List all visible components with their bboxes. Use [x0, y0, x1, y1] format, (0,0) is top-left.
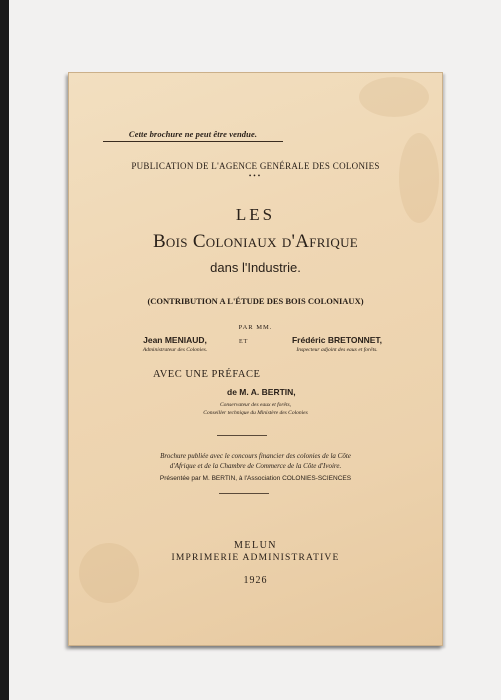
author-role: Administrateur des Colonies.	[142, 347, 208, 353]
divider	[219, 493, 269, 494]
preface-heading: AVEC UNE PRÉFACE	[153, 369, 261, 380]
title-line-3: dans l'Industrie.	[210, 260, 301, 275]
funding-line-2: d'Afrique et de la Chambre de Commerce de la Côte d'Ivoire.	[169, 462, 342, 470]
stain	[79, 543, 139, 603]
author-name: Jean MENIAUD,	[143, 335, 207, 345]
scan-border	[0, 0, 9, 700]
subtitle: (CONTRIBUTION A L'ÉTUDE DES BOIS COLONIAUX)	[147, 296, 364, 306]
funding-note	[69, 451, 442, 471]
not-for-sale-notice: Cette brochure ne peut être vendue.	[103, 129, 283, 142]
presented-by-line: Présentée par M. BERTIN, à l'Association COLONIES-SCIENCES	[159, 475, 352, 482]
author-2	[267, 335, 407, 353]
divider	[217, 435, 267, 436]
author-1	[113, 335, 237, 353]
imprint-year: 1926	[243, 575, 268, 586]
author-name: Frédéric BRETONNET,	[291, 335, 383, 345]
publisher-line: PUBLICATION DE L'AGENCE GENÉRALE DES COLONIES	[131, 161, 380, 171]
par-mm-label: PAR MM.	[238, 324, 273, 331]
booklet-cover	[68, 72, 443, 646]
preface-author-role	[69, 401, 442, 417]
title-line-2: Bois Coloniaux d'Afrique	[152, 231, 359, 252]
title-line-1: LES	[235, 205, 276, 224]
imprint-printer: IMPRIMERIE ADMINISTRATIVE	[171, 553, 340, 563]
author-role: Inspecteur adjoint des eaux et forêts.	[296, 347, 378, 353]
ornament: •••	[248, 172, 263, 180]
stain	[359, 77, 429, 117]
preface-author: de M. A. BERTIN,	[227, 387, 296, 397]
funding-line-1: Brochure publiée avec le concours financier des colonies de la Côte	[160, 452, 351, 460]
imprint-city: MELUN	[233, 540, 278, 551]
preface-role-line-1: Conservateur des eaux et forêts,	[219, 402, 292, 408]
et-conjunction: ET	[239, 339, 249, 345]
preface-role-line-2: Conseiller technique du Ministère des Colonies	[203, 410, 308, 416]
